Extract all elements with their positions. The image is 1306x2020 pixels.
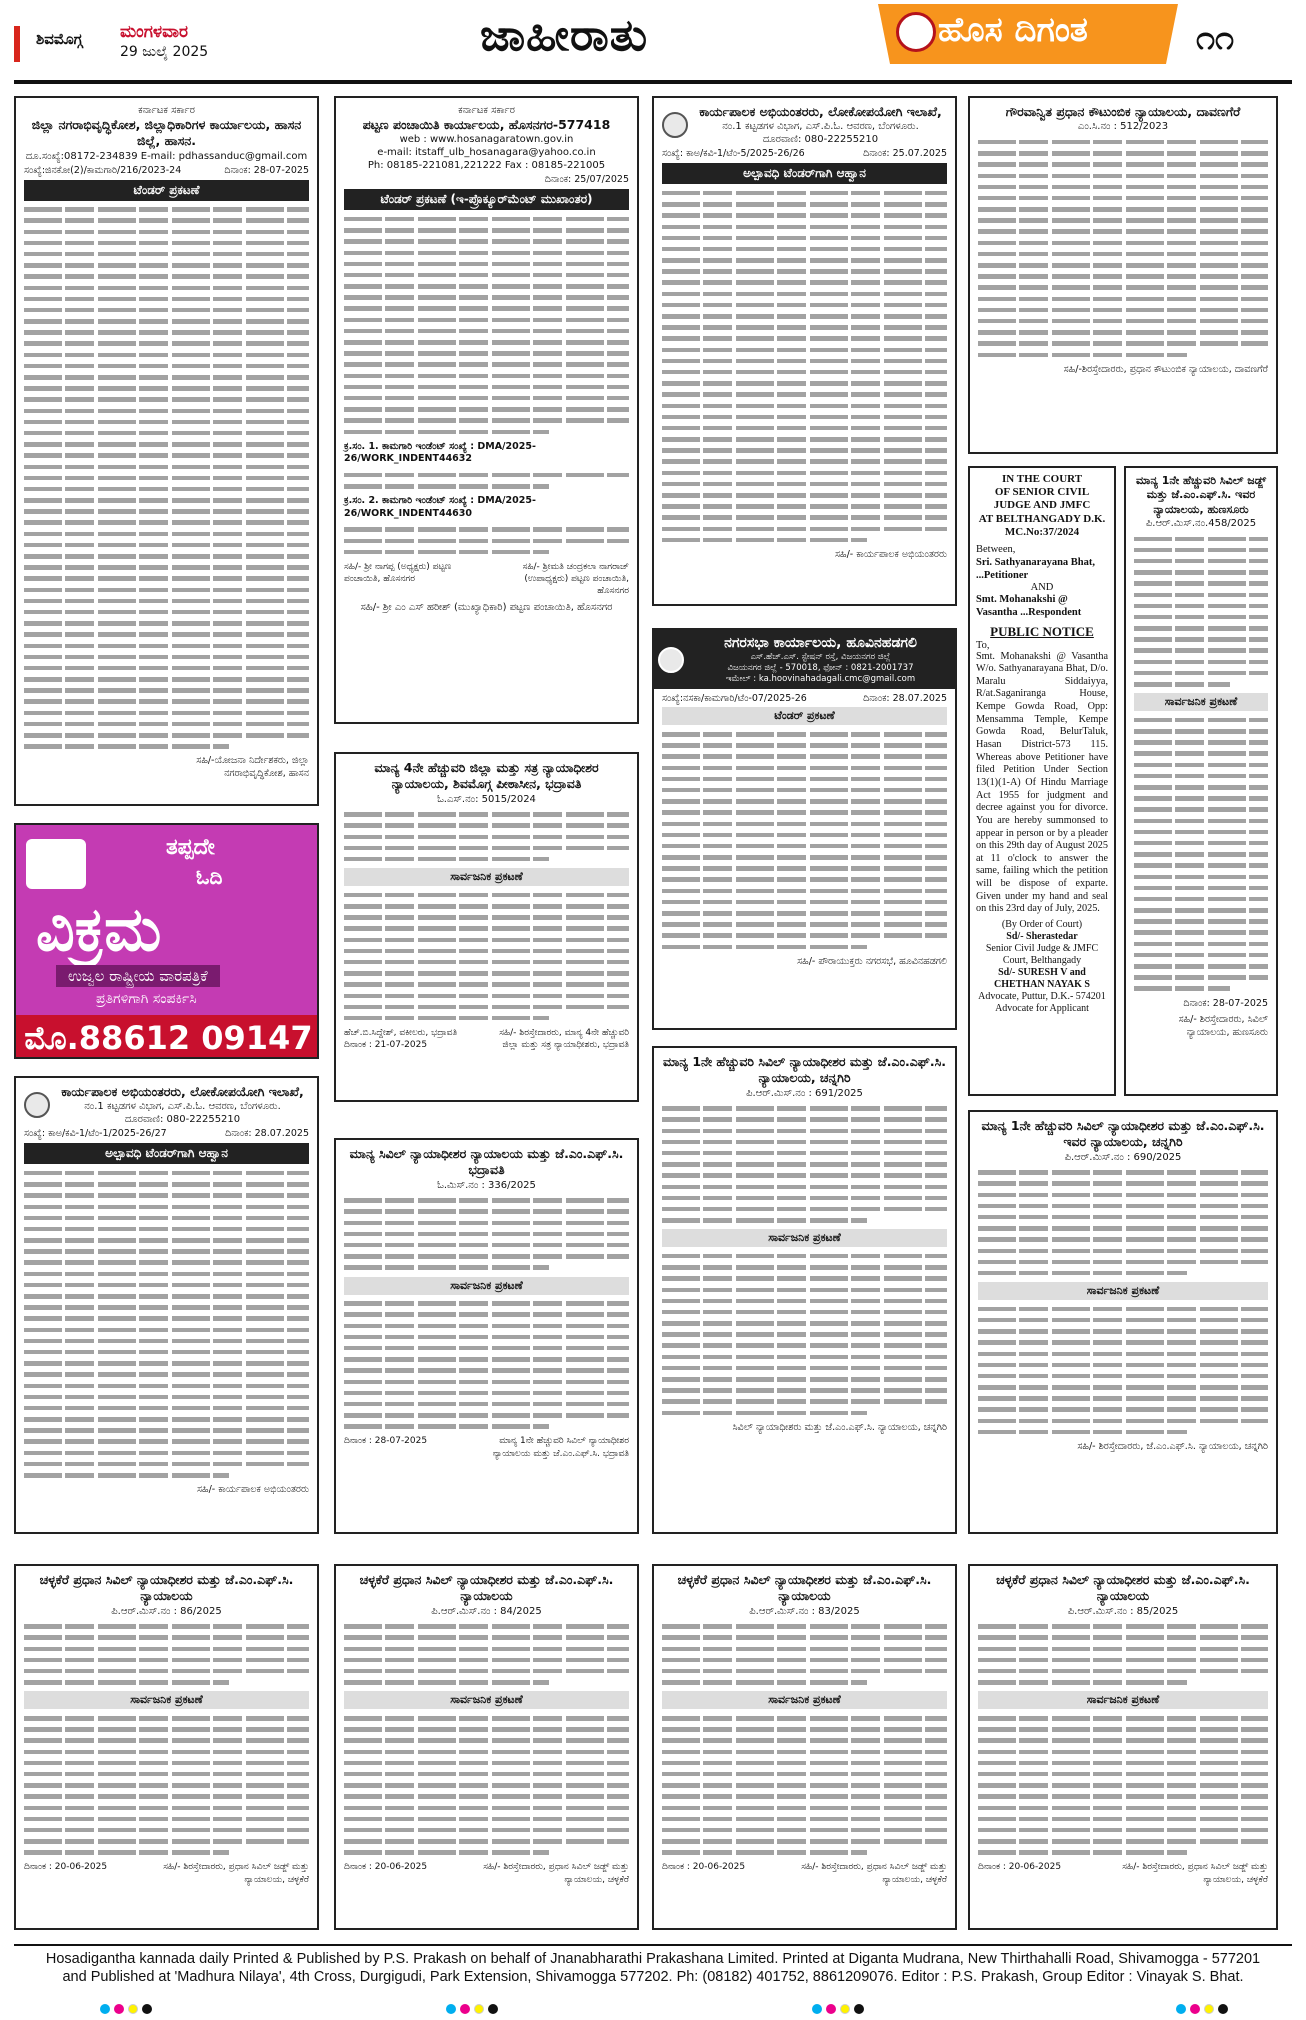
case-number: ಪಿ.ಆರ್.ಮಿಸ್.ನಂ : 84/2025 — [431, 1605, 542, 1617]
work-item-1: ಕ್ರ.ಸಂ. 1. ಕಾಮಗಾರಿ ಇಂಡೆಂಟ್ ಸಂಖ್ಯೆ : DMA/2025-26/WORK_INDENT44632 — [344, 440, 536, 465]
petitioner: Sri. Sathyanarayana Bhat, ...Petitioner — [976, 557, 1096, 582]
govt-emblem-icon — [662, 112, 688, 138]
vikrama-title: ವಿಕ್ರಮ — [36, 895, 162, 965]
ad-vikrama-weekly — [14, 823, 319, 1059]
signature: ಸಹಿ/- ಪೌರಾಯುಕ್ತರು ನಗರಸಭೆ, ಹೂವಿನಹಡಗಲಿ — [797, 955, 947, 967]
ad-belthangady-court-notice: IN THE COURT OF SENIOR CIVIL JUDGE AND JMFC AT BELTHANGADY D.K. MC.No:37/2024 Between, Sri. Sathyanarayana Bhat, ...Petitioner AND Smt. Mohanakshi @ Vasantha ...Respondent PUBLIC NOTICE To, Smt. Mohanakshi @ Vasantha W/o. Sathyanarayana Bhat, D/o. Maralu Siddaiyya, R/at.Saganiranga House, Kempe Gowda Road, Opp: Mensamma Temple, Kempe Gowda Road, BelurTaluk, Hasan District-573 115. Whereas above Petitioner have filed Petition Under Section 13(1)(1-A) Of Hindu Marriage Act 1955 for judgment and decree against you for divorce. You are hereby summonsed to appear in person or by a pleader on this 29th day of August 2025 at 11 o'clock to answer the same, failing which the petition will be dispose of exparte. Given under my hand and seal on this 23rd day of July, 2025. (By Order of Court) Sd/- Sherastedar Senior Civil Judge & JMFC Court, Belthangady Sd/- SURESH V and CHETHAN NAYAK S Advocate, Puttur, D.K.- 574201 Advocate for Applicant — [968, 466, 1116, 1096]
notice-body: Smt. Mohanakshi @ Vasantha W/o. Sathyanarayana Bhat, D/o. Maralu Siddaiyya, R/at.Saganiranga House, Kempe Gowda Road, Opp: Mensamma Temple, Kempe Gowda Road, BelurTaluk, Hasan District-573 115. Whereas above Petitioner have filed Petition Under Section 13(1)(1-A) Of Hindu Marriage Act 1955 for judgment and decree against you for divorce. You are hereby summonsed to appear in person or by a pleader on this 29th day of August 2025 at 11 o'clock to answer the same, failing which the petition will be dispose of exparte. Given under my hand and seal on this 23rd day of July, 2025. — [976, 650, 1108, 915]
registration-marks-1 — [100, 2004, 152, 2014]
ad-email: ಇಮೇಲ್ : ka.hoovinahadagali.cmc@gmail.com — [725, 674, 916, 685]
ad-bhadravathi-court — [334, 752, 639, 1102]
ad-title: ಕಾರ್ಯಪಾಲಕ ಅಭಿಯಂತರರು, ಲೋಕೋಪಯೋಗಿ ಇಲಾಖೆ, — [61, 1084, 304, 1099]
public-notice-band: ಸಾರ್ವಜನಿಕ ಪ್ರಕಟಣೆ — [662, 1229, 947, 1247]
ad-challakere-84 — [334, 1564, 639, 1930]
issue-date: 29 ಜುಲೈ 2025 — [120, 44, 209, 60]
body-text-lines — [24, 1171, 309, 1478]
signature-row: ದಿನಾಂಕ : 28-07-2025 ಮಾನ್ಯ 1ನೇ ಹೆಚ್ಚುವರಿ ಸಿವಿಲ್ ನ್ಯಾಯಾಧೀಶರ ನ್ಯಾಯಾಲಯ ಮತ್ತು ಜೆ.ಎಂ.ಎಫ್.ಸಿ. ಭದ್ರಾವತಿ — [344, 1436, 629, 1459]
masthead-red-bar — [14, 26, 20, 62]
ad-website: web : www.hosanagaratown.gov.in — [399, 134, 574, 146]
ad-phone: Ph: 08185-221081,221222 Fax : 08185-221005 — [367, 160, 606, 172]
case-number: ಪಿ.ಆರ್.ಮಿಸ್.ನಂ : 691/2025 — [746, 1087, 863, 1099]
tender-band: ಟೆಂಡರ್ ಪ್ರಕಟಣೆ — [662, 707, 947, 725]
work-item-2: ಕ್ರ.ಸಂ. 2. ಕಾಮಗಾರಿ ಇಂಡೆಂಟ್ ಸಂಖ್ಯೆ : DMA/2025-26/WORK_INDENT44630 — [344, 495, 536, 519]
body-text-lines — [24, 207, 309, 749]
ad-hassan-tender — [14, 96, 319, 806]
tender-band: ಅಲ್ಪಾವಧಿ ಟೆಂಡರ್‌ಗಾಗಿ ಆಹ್ವಾನ — [662, 163, 947, 184]
signature-row: ದಿನಾಂಕ : 20-06-2025 ಸಹಿ/- ಶಿರಸ್ತೇದಾರರು, ಪ್ರಧಾನ ಸಿವಿಲ್ ಜಡ್ಜ್ ಮತ್ತು ನ್ಯಾಯಾಲಯ, ಚಳ್ಳಕೆರೆ — [344, 1862, 629, 1885]
ad-title: ಚಳ್ಳಕೆರೆ ಪ್ರಧಾನ ಸಿವಿಲ್ ನ್ಯಾಯಾಧೀಶರ ಮತ್ತು ಜೆ.ಎಂ.ಎಫ್.ಸಿ. ನ್ಯಾಯಾಲಯ — [677, 1572, 932, 1604]
case-number: ಪಿ.ಆರ್.ಮಿಸ್.ನಂ : 83/2025 — [749, 1605, 860, 1617]
ad-hosanagara-tender — [334, 96, 639, 724]
ad-address: ನಂ.1 ಕಟ್ಟಡಗಳ ವಿಭಾಗ, ಎಸ್.ಪಿ.ಓ. ಆವರಣ, ಬೆಂಗಳೂರು. — [722, 121, 919, 133]
district-name: ಶಿವಮೊಗ್ಗ — [36, 30, 83, 48]
imprint-line-2: and Published at 'Madhura Nilaya', 4th Cross, Durgigudi, Park Extension, Shivamogga 577202. Ph: (08182) 401752, 8861209076. Editor : P.S. Prakash, Group Editor : Vinayak S. Bhat. — [62, 1969, 1244, 1986]
signature-row: ದಿನಾಂಕ : 20-06-2025 ಸಹಿ/- ಶಿರಸ್ತೇದಾರರು, ಪ್ರಧಾನ ಸಿವಿಲ್ ಜಡ್ಜ್ ಮತ್ತು ನ್ಯಾಯಾಲಯ, ಚಳ್ಳಕೆರೆ — [978, 1862, 1268, 1885]
ad-title: ಚಳ್ಳಕೆರೆ ಪ್ರಧಾನ ಸಿವಿಲ್ ನ್ಯಾಯಾಧೀಶರ ಮತ್ತು ಜೆ.ಎಂ.ಎಫ್.ಸಿ. ನ್ಯಾಯಾಲಯ — [359, 1572, 614, 1604]
ad-title: ಮಾನ್ಯ 4ನೇ ಹೆಚ್ಚುವರಿ ಜಿಲ್ಲಾ ಮತ್ತು ಸತ್ರ ನ್ಯಾಯಾಧೀಶರ ನ್ಯಾಯಾಲಯ, ಶಿವಮೊಗ್ಗ ಪೀಠಾಸೀನ, ಭದ್ರಾವತಿ — [374, 760, 599, 792]
signature-row: ದಿನಾಂಕ : 20-06-2025 ಸಹಿ/- ಶಿರಸ್ತೇದಾರರು, ಪ್ರಧಾನ ಸಿವಿಲ್ ಜಡ್ಜ್ ಮತ್ತು ನ್ಯಾಯಾಲಯ, ಚಳ್ಳಕೆರೆ — [662, 1862, 947, 1885]
tender-band: ಟೆಂಡರ್ ಪ್ರಕಟಣೆ (ಇ-ಪ್ರೊಕ್ಯೂರ್‌ಮೆಂಟ್ ಮುಖಾಂತರ) — [344, 189, 629, 210]
ad-challakere-85 — [968, 1564, 1278, 1930]
public-notice-band: ಸಾರ್ವಜನಿಕ ಪ್ರಕಟಣೆ — [24, 1691, 309, 1709]
case-number: ಓ.ಮಿಸ್.ನಂ : 336/2025 — [437, 1179, 536, 1191]
case-number: ಎಂ.ಸಿ.ನಂ : 512/2023 — [1077, 121, 1169, 133]
ref-row — [24, 165, 309, 176]
ad-title: ಚಳ್ಳಕೆರೆ ಪ್ರಧಾನ ಸಿವಿಲ್ ನ್ಯಾಯಾಧೀಶರ ಮತ್ತು ಜೆ.ಎಂ.ಎಫ್.ಸಿ. ನ್ಯಾಯಾಲಯ — [39, 1572, 294, 1604]
ad-title: ಮಾನ್ಯ 1ನೇ ಹೆಚ್ಚುವರಿ ಸಿವಿಲ್ ನ್ಯಾಯಾಧೀಶರ ಮತ್ತು ಜೆ.ಎಂ.ಎಫ್.ಸಿ. ಇವರ ನ್ಯಾಯಾಲಯ, ಚನ್ನಗಿರಿ — [981, 1118, 1265, 1150]
ad-header — [24, 1084, 309, 1126]
footer-rule — [14, 1944, 1292, 1946]
public-notice-band: ಸಾರ್ವಜನಿಕ ಪ್ರಕಟಣೆ — [344, 1691, 629, 1709]
vikrama-phone: ಮೊ.88612 09147 — [16, 1015, 319, 1059]
ad-phone: ದೂರವಾಣಿ: 080-22255210 — [124, 1114, 241, 1126]
ad-bhadravathi-civil-court — [334, 1138, 639, 1534]
ad-title: ಜಿಲ್ಲಾ ನಗರಾಭಿವೃದ್ಧಿಕೋಶ, ಜಿಲ್ಲಾಧಿಕಾರಿಗಳ ಕಾರ್ಯಾಲಯ, ಹಾಸನ ಜಿಲ್ಲೆ, ಹಾಸನ. — [31, 117, 302, 149]
public-notice-band: ಸಾರ್ವಜನಿಕ ಪ್ರಕಟಣೆ — [978, 1691, 1268, 1709]
case-number: ಪಿ.ಆರ್.ಮಿಸ್.ನಂ : 690/2025 — [1064, 1151, 1182, 1163]
ad-hoovinahadagali-tender — [652, 628, 957, 1030]
vikrama-subtitle: ಉಜ್ವಲ ರಾಷ್ಟ್ರೀಯ ವಾರಪತ್ರಿಕೆ — [56, 965, 220, 987]
ref-row: ಸಂಖ್ಯೆ: ಕಾಅ/ಕವಿ-1/ಟೆಂ-1/2025-26/27 ದಿನಾಂಕ: 28.07.2025 — [24, 1128, 309, 1140]
public-notice-band: ಸಾರ್ವಜನಿಕ ಪ್ರಕಟಣೆ — [662, 1691, 947, 1709]
ref-date: ದಿನಾಂಕ: 28-07-2025 — [224, 164, 309, 176]
signature: ಸಹಿ/- ಕಾರ್ಯಪಾಲಕ ಅಭಿಯಂತರರು — [835, 548, 947, 560]
case-number: ಓ.ಎಸ್.ನಂ: 5015/2024 — [437, 793, 536, 805]
newspaper-name: ಹೊಸ ದಿಗಂತ — [938, 10, 1088, 50]
case-number: ಪಿ.ಆರ್.ಮಿಸ್.ನಂ : 85/2025 — [1067, 1605, 1179, 1617]
page-number: ೧೧ — [1196, 18, 1235, 58]
ad-title: ಚಳ್ಳಕೆರೆ ಪ್ರಧಾನ ಸಿವಿಲ್ ನ್ಯಾಯಾಧೀಶರ ಮತ್ತು ಜೆ.ಎಂ.ಎಫ್.ಸಿ. ನ್ಯಾಯಾಲಯ — [996, 1572, 1250, 1604]
ad-contact: ದೂ.ಸಂಖ್ಯೆ:08172-234839 E-mail: pdhassanduc@gmail.com — [25, 150, 308, 162]
ad-header — [662, 104, 947, 146]
vikrama-tag-2: ಓದಿ — [196, 865, 223, 889]
signature-row: ಹೆಚ್.ಬಿ.ಸಿದ್ದೇಶ್, ವಕೀಲರು, ಭದ್ರಾವತಿ ದಿನಾಂಕ : 21-07-2025 ಸಹಿ/- ಶಿರಸ್ತೇದಾರರು, ಮಾನ್ಯ 4ನೇ ಹೆಚ್ಚುವರಿ ಜಿಲ್ಲಾ ಮತ್ತು ಸತ್ರ ನ್ಯಾಯಾಧೀಶರು, ಭದ್ರಾವತಿ — [344, 1028, 629, 1051]
body-text-lines — [662, 732, 947, 949]
imprint-line-1: Hosadigantha kannada daily Printed & Published by P.S. Prakash on behalf of Jnanabharathi Prakashana Limited. Printed at Diganta Mudrana, New Thirthahalli Road, Shivamogga - 577201 — [45, 1951, 1261, 1967]
notice-date: ದಿನಾಂಕ: 28-07-2025 — [1183, 997, 1268, 1009]
court-signature: (By Order of Court) Sd/- Sherastedar Senior Civil Judge & JMFC Court, Belthangady Sd/- SURESH V and CHETHAN NAYAK S Advocate, Puttur, D.K.- 574201 Advocate for Applicant — [978, 919, 1106, 1015]
signature-chief-officer: ಸಹಿ/- ಶ್ರೀ ಎಂ ಎಸ್ ಹರೀಶ್ (ಮುಖ್ಯಾಧಿಕಾರಿ) ಪಟ್ಟಣ ಪಂಚಾಯಿತಿ, ಹೊಸನಗರ — [360, 602, 613, 614]
body-text-lines — [344, 217, 629, 434]
public-notice-band: ಸಾರ್ವಜನಿಕ ಪ್ರಕಟಣೆ — [1134, 693, 1268, 711]
masthead-rule — [14, 80, 1292, 84]
ad-address: ಎಸ್.ಹೆಚ್.ಎಸ್. ಸ್ಟೇಷನ್ ರಸ್ತೆ, ವಿಜಯನಗರ ಜಿಲ್ಲೆ — [750, 652, 891, 663]
ad-title: ಮಾನ್ಯ 1ನೇ ಹೆಚ್ಚುವರಿ ಸಿವಿಲ್ ಜಡ್ಜ್ ಮತ್ತು ಜೆ.ಎಂ.ಎಫ್.ಸಿ. ಇವರ ನ್ಯಾಯಾಲಯ, ಹುಣಸೂರು — [1135, 474, 1267, 516]
signature: ಸಹಿ/- ಕಾರ್ಯಪಾಲಕ ಅಭಿಯಂತರರು — [197, 1484, 309, 1496]
newspaper-emblem-icon — [896, 12, 936, 52]
court-header: IN THE COURT OF SENIOR CIVIL JUDGE AND JMFC AT BELTHANGADY D.K. MC.No:37/2024 — [976, 473, 1108, 539]
vikrama-tag: ತಪ್ಪದೇ — [166, 835, 215, 860]
vikrama-contact-label: ಪ್ರತಿಗಳಿಗಾಗಿ ಸಂಪರ್ಕಿಸಿ — [96, 991, 197, 1007]
signature-row: ದಿನಾಂಕ : 20-06-2025 ಸಹಿ/- ಶಿರಸ್ತೇದಾರರು, ಪ್ರಧಾನ ಸಿವಿಲ್ ಜಡ್ಜ್ ಮತ್ತು ನ್ಯಾಯಾಲಯ, ಚಳ್ಳಕೆರೆ — [24, 1862, 309, 1885]
registration-marks-2 — [446, 2004, 498, 2014]
ad-channagiri-691 — [652, 1046, 957, 1534]
govt-label: ಕರ್ನಾಟಕ ಸರ್ಕಾರ — [458, 105, 515, 116]
registration-marks-3 — [812, 2004, 864, 2014]
ref-row: ದಿನಾಂಕ: 25/07/2025 — [544, 174, 629, 186]
ad-hunsur-court — [1124, 466, 1278, 1096]
ad-phone: ವಿಜಯನಗರ ಜಿಲ್ಲೆ - 570018, ಫೋನ್ : 0821-2001737 — [727, 663, 914, 674]
signature-row: ಸಹಿ/- ಶ್ರೀ ನಾಗಪ್ಪ (ಅಧ್ಯಕ್ಷರು) ಪಟ್ಟಣ ಪಂಚಾಯಿತಿ, ಹೊಸನಗರ ಸಹಿ/- ಶ್ರೀಮತಿ ಚಂದ್ರಕಲಾ ನಾಗರಾಜ್ (ಉಪಾಧ್ಯಕ್ಷರು) ಪಟ್ಟಣ ಪಂಚಾಯಿತಿ, ಹೊಸನಗರ — [344, 561, 629, 597]
ad-channagiri-690 — [968, 1110, 1278, 1534]
ad-title: ಗೌರವಾನ್ವಿತ ಪ್ರಧಾನ ಕೌಟುಂಬಿಕ ನ್ಯಾಯಾಲಯ, ದಾವಣಗೆರೆ — [1005, 104, 1241, 119]
registration-marks-4 — [1176, 2004, 1228, 2014]
ad-pwd-tender-1 — [652, 96, 957, 606]
signature: ಸಿವಿಲ್ ನ್ಯಾಯಾಧೀಶರು ಮತ್ತು ಜೆ.ಎಂ.ಎಫ್.ಸಿ. ನ್ಯಾಯಾಲಯ, ಚನ್ನಗಿರಿ — [732, 1421, 947, 1433]
public-notice-band: ಸಾರ್ವಜನಿಕ ಪ್ರಕಟಣೆ — [344, 868, 629, 886]
govt-emblem-icon — [24, 1092, 50, 1118]
signature: ಸಹಿ/- ಶಿರಸ್ತೇದಾರರು, ಜೆ.ಎಂ.ಎಫ್.ಸಿ. ನ್ಯಾಯಾಲಯ, ಚನ್ನಗಿರಿ — [1077, 1441, 1268, 1452]
govt-label: ಕರ್ನಾಟಕ ಸರ್ಕಾರ — [138, 105, 195, 116]
public-notice-band: ಸಾರ್ವಜನಿಕ ಪ್ರಕಟಣೆ — [978, 1282, 1268, 1300]
signature: ಸಹಿ/-ಶಿರಸ್ತೇದಾರರು, ಪ್ರಧಾನ ಕೌಟುಂಬಿಕ ನ್ಯಾಯಾಲಯ, ದಾವಣಗೆರೆ — [1063, 363, 1268, 375]
signature-block: ಸಹಿ/-ಯೋಜನಾ ನಿರ್ದೇಶಕರು, ಜಿಲ್ಲಾ ನಗರಾಭಿವೃದ್ಧಿಕೋಶ, ಹಾಸನ — [196, 755, 309, 780]
ad-header — [654, 630, 955, 689]
section-title: ಜಾಹೀರಾತು — [480, 10, 649, 61]
respondent: Smt. Mohanakshi @ Vasantha ...Respondent — [976, 594, 1082, 619]
ad-address: ನಂ.1 ಕಟ್ಟಡಗಳ ವಿಭಾಗ, ಎಸ್.ಪಿ.ಓ. ಆವರಣ, ಬೆಂಗಳೂರು. — [84, 1101, 281, 1113]
tender-band: ಅಲ್ಪಾವಧಿ ಟೆಂಡರ್‌ಗಾಗಿ ಆಹ್ವಾನ — [24, 1143, 309, 1164]
masthead — [0, 0, 1306, 88]
municipal-emblem-icon — [658, 647, 684, 673]
ad-challakere-86 — [14, 1564, 319, 1930]
tender-band: ಟೆಂಡರ್ ಪ್ರಕಟಣೆ — [24, 180, 309, 201]
body-text-lines — [662, 191, 947, 542]
ad-phone: ದೂರವಾಣಿ: 080-22255210 — [762, 134, 879, 146]
signature: ಸಹಿ/- ಶಿರಸ್ತೇದಾರರು, ಸಿವಿಲ್ ನ್ಯಾಯಾಲಯ, ಹುಣಸೂರು — [1178, 1014, 1268, 1039]
public-notice-band: ಸಾರ್ವಜನಿಕ ಪ್ರಕಟಣೆ — [344, 1277, 629, 1295]
vikrama-logo-icon — [26, 839, 86, 889]
case-number: ಪಿ.ಆರ್.ಮಿಸ್.ನಂ.458/2025 — [1145, 517, 1257, 529]
ref-row: ಸಂಖ್ಯೆ:ನಸಕಾ/ಕಾಮಗಾರಿ/ಟೆಂ-07/2025-26 ದಿನಾಂಕ: 28.07.2025 — [662, 693, 947, 705]
ad-title: ಪಟ್ಟಣ ಪಂಚಾಯಿತಿ ಕಾರ್ಯಾಲಯ, ಹೊಸನಗರ-577418 — [362, 117, 611, 132]
ad-challakere-83 — [652, 1564, 957, 1930]
ad-title: ನಗರಸಭಾ ಕಾರ್ಯಾಲಯ, ಹೂವಿನಹಡಗಲಿ — [724, 635, 917, 651]
issue-day: ಮಂಗಳವಾರ — [120, 22, 189, 42]
public-notice-heading: PUBLIC NOTICE — [990, 623, 1094, 639]
ad-title: ಮಾನ್ಯ ಸಿವಿಲ್ ನ್ಯಾಯಾಧೀಶರ ನ್ಯಾಯಾಲಯ ಮತ್ತು ಜೆ.ಎಂ.ಎಫ್.ಸಿ. ಭದ್ರಾವತಿ — [349, 1146, 624, 1178]
ad-title: ಕಾರ್ಯಪಾಲಕ ಅಭಿಯಂತರರು, ಲೋಕೋಪಯೋಗಿ ಇಲಾಖೆ, — [699, 104, 942, 119]
ad-email: e-mail: itstaff_ulb_hosanagara@yahoo.co.in — [377, 147, 596, 159]
ref-number: ಸಂಖ್ಯೆ:ಜಿನಕೋ(2)/ಕಾಮಗಾರಿ/216/2023-24 — [24, 164, 182, 176]
ref-row: ಸಂಖ್ಯೆ: ಕಾಅ/ಕವಿ-1/ಟೆಂ-5/2025-26/26 ದಿನಾಂಕ: 25.07.2025 — [662, 148, 947, 160]
imprint-footer — [14, 1950, 1292, 1986]
ad-davangere-family-court — [968, 96, 1278, 454]
ad-title: ಮಾನ್ಯ 1ನೇ ಹೆಚ್ಚುವರಿ ಸಿವಿಲ್ ನ್ಯಾಯಾಧೀಶರ ಮತ್ತು ಜೆ.ಎಂ.ಎಫ್.ಸಿ. ನ್ಯಾಯಾಲಯ, ಚನ್ನಗಿರಿ — [663, 1054, 946, 1086]
ad-pwd-tender-2 — [14, 1076, 319, 1534]
case-number: ಪಿ.ಆರ್.ಮಿಸ್.ನಂ : 86/2025 — [111, 1605, 222, 1617]
case-number: MC.No:37/2024 — [1004, 525, 1080, 538]
